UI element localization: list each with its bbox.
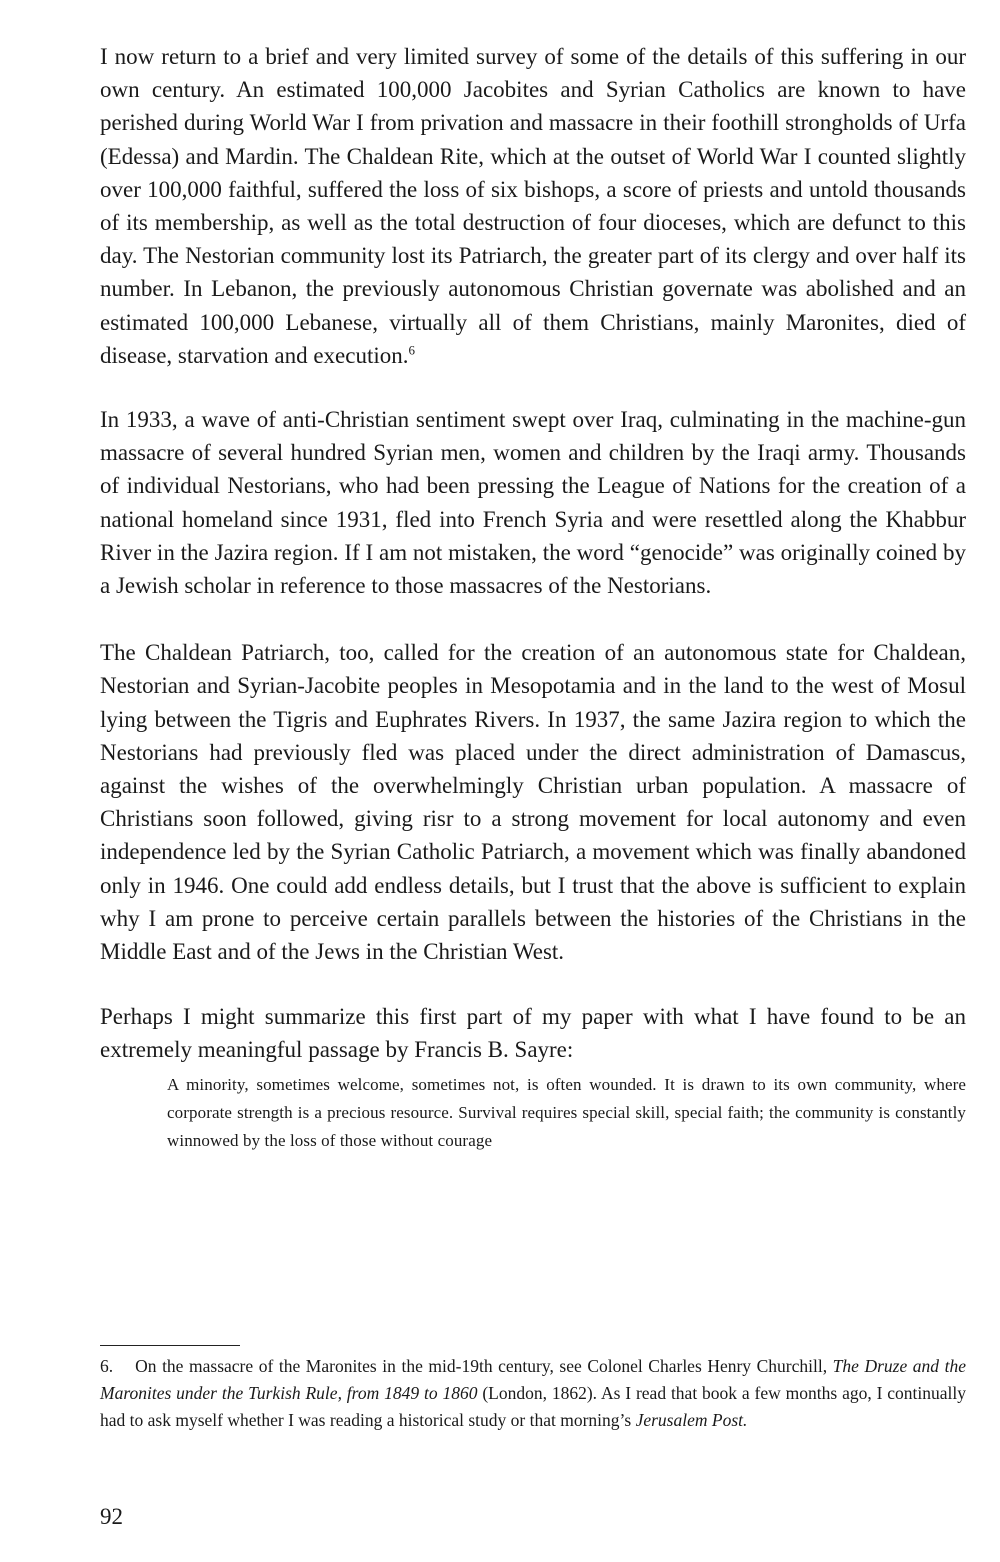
paragraph-3: The Chaldean Patriarch, too, called for the creation of an autonomous state for Chaldean, Nestorian and Syrian-Jacobite peoples in Mesopotamia and in the land to the west of Mosul lying between the Tigris and Euphrates Rivers. In 1937, the same Jazira region to which the Nestorians had previously fled was placed under the direct administration of Damascus, against the wishes of the overwhelmingly Christian urban population. A massacre of Christians soon followed, giving risr to a strong movement for local autonomy and even independence led by the Syrian Catholic Patriarch, a movement which was finally abandoned only in 1946. One could add endless details, but I trust that the above is sufficient to explain why I am prone to perceive certain parallels between the histories of the Christians in the Middle East and of the Jews in the Christian West. [100,640,966,965]
footnote-6 [100,1353,966,1434]
footnote-divider [100,1345,240,1346]
block-quote: A minority, sometimes welcome, sometimes not, is often wounded. It is drawn to its own community, where corporate strength is a precious resource. Survival requires special skill, special faith; the community is constantly winnowed by the loss of those without courage [167,1074,966,1150]
footnote-text-after-title: (London, 1862). As I read that book a few months ago, I continually had to ask myself whether I was reading a historical study or that morning’s [100,1383,967,1430]
footnote-end: . [743,1410,748,1430]
page-body [100,40,966,1155]
paragraph-1 [100,40,966,372]
paragraph-4: Perhaps I might summarize this first part of my paper with what I have found to be an extremely meaningful passage by Francis B. Sayre: [100,1004,966,1063]
page-number: 92 [100,1504,123,1529]
footnote-book-title: The Druze and the Maronites under the Turkish Rule, from 1849 to 1860 [100,1356,966,1403]
footnote-number: 6. [100,1356,114,1376]
footnote-reference-6[interactable]: 6 [408,342,415,358]
footnote-text-before-title: On the massacre of the Maronites in the mid-19th century, see Colonel Charles Henry Churchill, [135,1356,833,1376]
footnote-newspaper-title: Jerusalem Post [635,1410,743,1430]
paragraph-1-text: I now return to a brief and very limited survey of some of the details of this suffering in our own century. An estimated 100,000 Jacobites and Syrian Catholics are known to have perished during World War I from privation and massacre in their foothill strongholds of Urfa (Edessa) and Mardin. The Chaldean Rite, which at the outset of World War I counted slightly over 100,000 faithful, suffered the loss of six bishops, a score of priests and untold thousands of its membership, as well as the total destruction of four dioceses, which are defunct to this day. The Nestorian community lost its Patriarch, the greater part of its clergy and over half its number. In Lebanon, the previously autonomous Christian governate was abolished and an estimated 100,000 Lebanese, virtually all of them Christians, mainly Maronites, died of disease, starvation and execution. [100,44,966,368]
paragraph-2: In 1933, a wave of anti-Christian sentiment swept over Iraq, culminating in the machine-gun massacre of several hundred Syrian men, women and children by the Iraqi army. Thousands of individual Nestorians, who had been pressing the League of Nations for the creation of a national homeland since 1931, fled into French Syria and were resettled along the Khabbur River in the Jazira region. If I am not mistaken, the word “genocide” was originally coined by a Jewish scholar in reference to those massacres of the Nestorians. [100,407,966,599]
